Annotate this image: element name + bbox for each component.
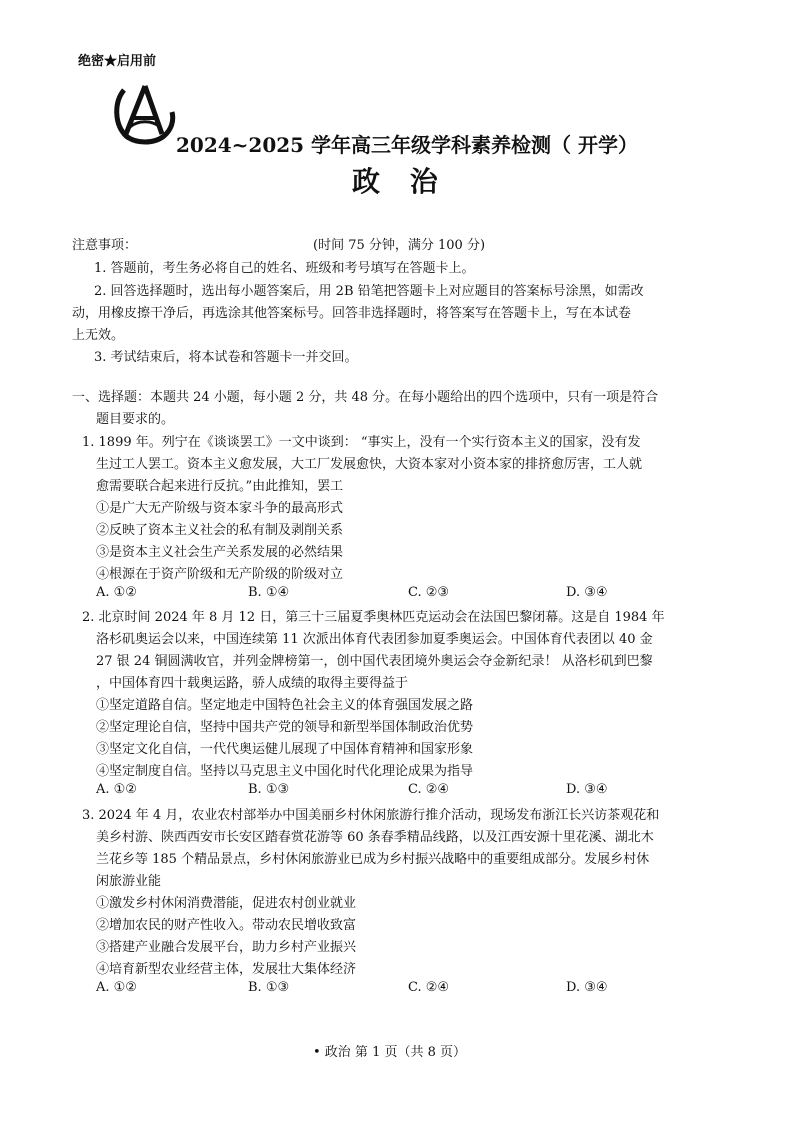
option-c[interactable]: C. ②③ — [408, 585, 450, 600]
section-heading-cont: 题目要求的。 — [96, 412, 175, 427]
page-footer: • 政治 第 1 页（共 8 页） — [313, 1045, 467, 1060]
statement-item: ③是资本主义社会生产关系发展的必然结果 — [96, 545, 344, 560]
question-stem: 兰花乡等 185 个精品景点，乡村休闲旅游业已成为乡村振兴战略中的重要组成部分。发展乡村休 — [96, 852, 650, 867]
statement-item: ①激发乡村休闲消费潜能，促进农村创业就业 — [96, 896, 357, 911]
section-heading: 一、选择题：本题共 24 小题，每小题 2 分，共 48 分。在每小题给出的四个选项中，只有一项是符合 — [72, 390, 659, 405]
option-d[interactable]: D. ③④ — [566, 980, 608, 995]
notice-line: 3. 考试结束后，将本试卷和答题卡一并交回。 — [94, 350, 358, 365]
statement-item: ②反映了资本主义社会的私有制及剥削关系 — [96, 523, 344, 538]
notice-heading: 注意事项： — [72, 238, 138, 253]
statement-item: ①坚定道路自信。坚定地走中国特色社会主义的体育强国发展之路 — [96, 698, 474, 713]
question-stem: 愈需要联合起来进行反抗。”由此推知，罢工 — [96, 479, 344, 494]
statement-item: ④坚定制度自信。坚持以马克思主义中国化时代化理论成果为指导 — [96, 764, 474, 779]
question-stem: 27 银 24 铜圆满收官，并列金牌榜第一，创中国代表团境外奥运会夺金新纪录！ 从洛杉矶到巴黎 — [96, 654, 653, 669]
notice-line: 动，用橡皮擦干净后，再选涂其他答案标号。回答非选择题时，将答案写在答题卡上，写在本试卷 — [72, 306, 632, 321]
option-a[interactable]: A. ①② — [96, 585, 137, 600]
time-note: (时间 75 分钟，满分 100 分) — [313, 238, 486, 253]
question-stem: 1. 1899 年。列宁在《谈谈罢工》一文中谈到： “事实上，没有一个实行资本主义的国家，没有发 — [82, 435, 641, 450]
question-stem: 洛杉矶奥运会以来，中国连续第 11 次派出体育代表团参加夏季奥运会。中国体育代表团以 40 金 — [96, 632, 653, 647]
statement-item: ②坚定理论自信，坚持中国共产党的领导和新型举国体制政治优势 — [96, 720, 474, 735]
question-stem: 美乡村游、陕西西安市长安区踏春赏花游等 60 条春季精品线路，以及江西安源十里花溪、湖北木 — [96, 830, 654, 845]
statement-item: ③坚定文化自信，一代代奥运健儿展现了中国体育精神和国家形象 — [96, 742, 474, 757]
option-a[interactable]: A. ①② — [96, 782, 137, 797]
option-c[interactable]: C. ②④ — [408, 980, 450, 995]
question-stem: ，中国体育四十载奥运路，骄人成绩的取得主要得益于 — [96, 676, 409, 691]
notice-line: 1. 答题前，考生务必将自己的姓名、班级和考号填写在答题卡上。 — [94, 261, 475, 276]
statement-item: ④根源在于资产阶级和无产阶级的阶级对立 — [96, 567, 344, 582]
statement-item: ①是广大无产阶级与资本家斗争的最高形式 — [96, 501, 344, 516]
option-d[interactable]: D. ③④ — [566, 782, 608, 797]
notice-line: 2. 回答选择题时，选出每小题答案后，用 2B 铅笔把答题卡上对应题目的答案标号涂黑，如需改 — [94, 284, 644, 299]
option-b[interactable]: B. ①④ — [248, 585, 290, 600]
statement-item: ③搭建产业融合发展平台，助力乡村产业振兴 — [96, 940, 357, 955]
option-a[interactable]: A. ①② — [96, 980, 137, 995]
option-d[interactable]: D. ③④ — [566, 585, 608, 600]
option-c[interactable]: C. ②④ — [408, 782, 450, 797]
statement-item: ②增加农民的财产性收入。带动农民增收致富 — [96, 918, 357, 933]
confidential-mark: 绝密★启用前 — [78, 54, 157, 69]
question-stem: 2. 北京时间 2024 年 8 月 12 日，第三十三届夏季奥林匹克运动会在法国巴黎闭幕。这是自 1984 年 — [82, 610, 665, 625]
subject-title: 政 治 — [352, 165, 448, 198]
question-stem: 3. 2024 年 4 月，农业农村部举办中国美丽乡村休闲旅游行推介活动，现场发布浙江长兴访茶观花和 — [82, 808, 660, 823]
exam-title: 2024~2025 学年高三年级学科素养检测（ 开学） — [176, 133, 639, 157]
option-b[interactable]: B. ①③ — [248, 782, 290, 797]
statement-item: ④培育新型农业经营主体，发展壮大集体经济 — [96, 962, 357, 977]
notice-line: 上无效。 — [72, 328, 125, 343]
question-stem: 生过工人罢工。资本主义愈发展，大工厂发展愈快，大资本家对小资本家的排挤愈厉害，工人就 — [96, 457, 643, 472]
question-stem: 闲旅游业能 — [96, 874, 162, 889]
school-logo — [112, 80, 178, 146]
option-b[interactable]: B. ①③ — [248, 980, 290, 995]
